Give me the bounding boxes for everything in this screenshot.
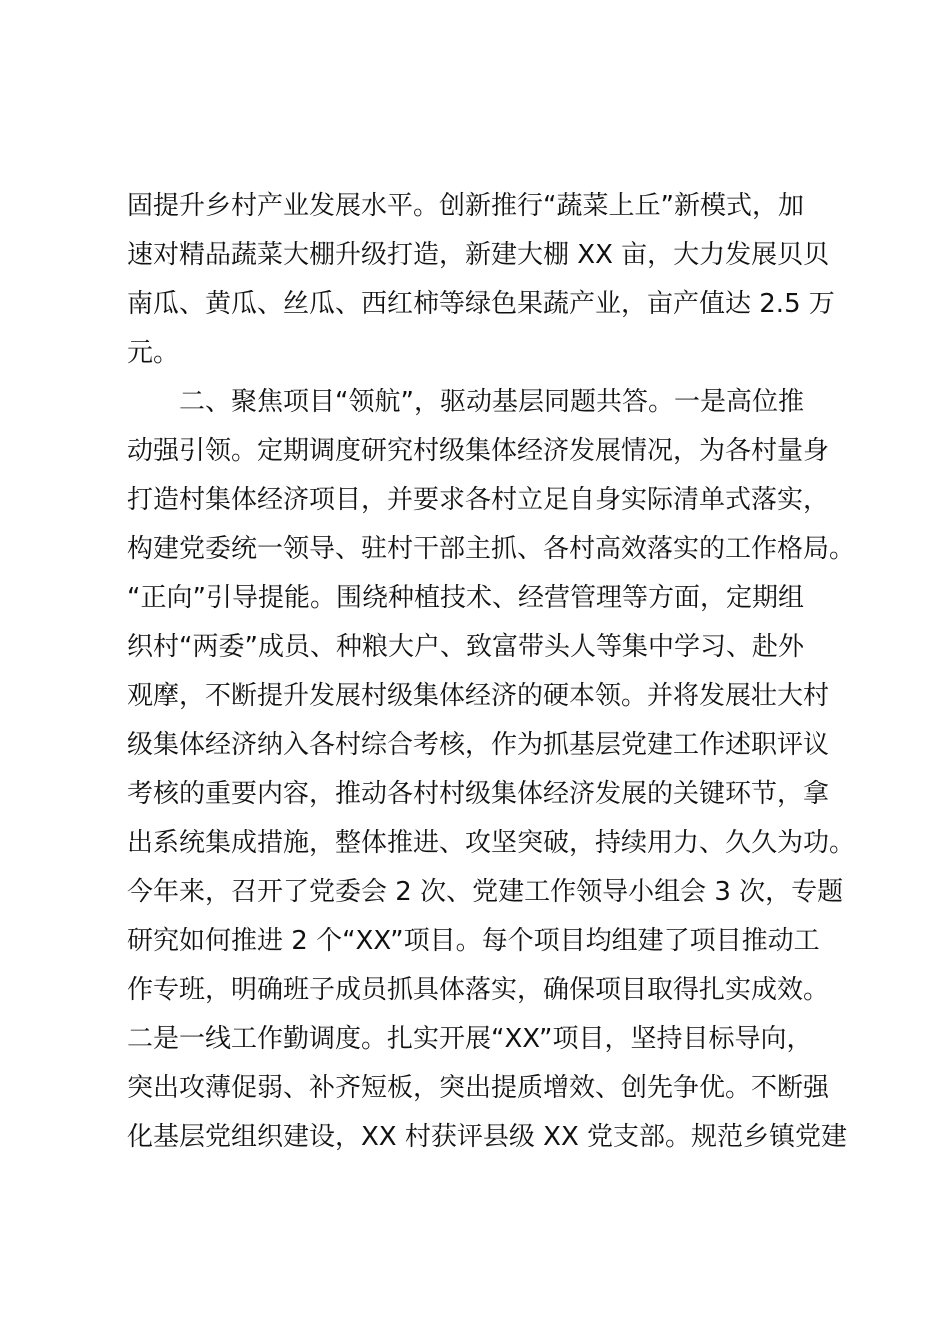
text-line: 织村“两委”成员、种粮大户、致富带头人等集中学习、赴外 [127,632,804,662]
text-line: 突出攻薄促弱、补齐短板，突出提质增效、创先争优。不断强 [127,1073,830,1103]
text-line: 研究如何推进 2 个“XX”项目。每个项目均组建了项目推动工 [127,926,820,956]
text-line: 元。 [127,338,180,368]
section-heading-line: 二、聚焦项目“领航”，驱动基层同题共答。一是高位推 [127,387,804,417]
text-line: 南瓜、黄瓜、丝瓜、西红柿等绿色果蔬产业，亩产值达 2.5 万 [127,289,835,319]
body-text [127,182,856,1162]
text-line: 出系统集成措施，整体推进、攻坚突破，持续用力、久久为功。 [127,828,856,858]
text-line: 速对精品蔬菜大棚升级打造，新建大棚 XX 亩，大力发展贝贝 [127,240,830,270]
text-line: 固提升乡村产业发展水平。创新推行“蔬菜上丘”新模式，加 [127,191,804,221]
text-line: 作专班，明确班子成员抓具体落实，确保项目取得扎实成效。 [127,975,830,1005]
text-line: 考核的重要内容，推动各村村级集体经济发展的关键环节，拿 [127,779,830,809]
text-line: 化基层党组织建设，XX 村获评县级 XX 党支部。规范乡镇党建 [127,1122,848,1152]
text-line: 观摩，不断提升发展村级集体经济的硬本领。并将发展壮大村 [127,681,830,711]
text-line: 打造村集体经济项目，并要求各村立足自身实际清单式落实， [127,485,830,515]
text-line: “正向”引导提能。围绕种植技术、经营管理等方面，定期组 [127,583,804,613]
text-line: 构建党委统一领导、驻村干部主抓、各村高效落实的工作格局。 [127,534,856,564]
text-line: 今年来，召开了党委会 2 次、党建工作领导小组会 3 次，专题 [127,877,844,907]
text-line: 级集体经济纳入各村综合考核，作为抓基层党建工作述职评议 [127,730,830,760]
text-line: 二是一线工作勤调度。扎实开展“XX”项目，坚持目标导向， [127,1024,813,1054]
text-line: 动强引领。定期调度研究村级集体经济发展情况，为各村量身 [127,436,830,466]
